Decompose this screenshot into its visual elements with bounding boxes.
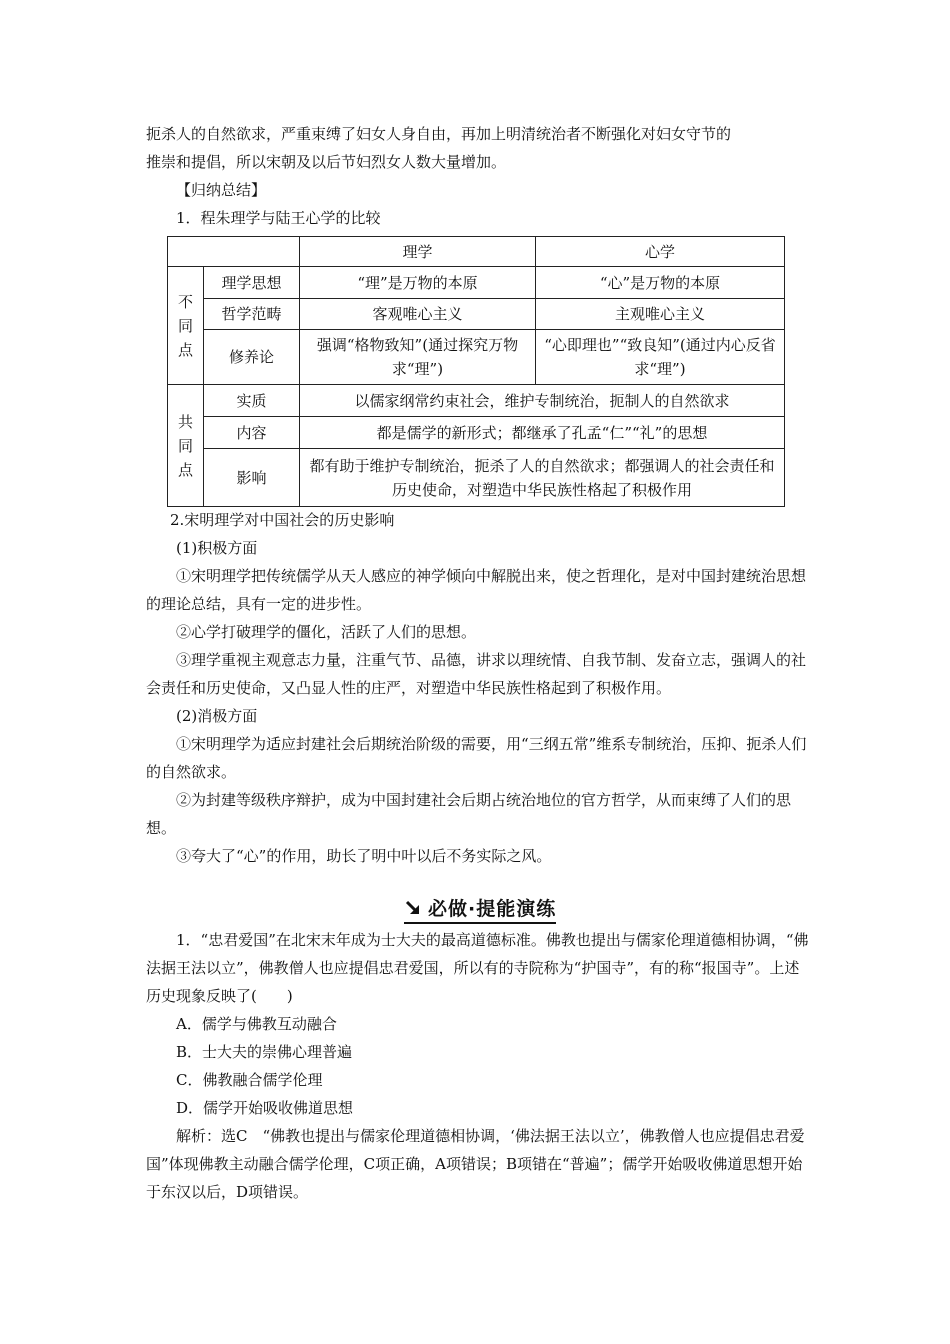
common-cell: 以儒家纲常约束社会，维护专制统治，扼制人的自然欲求	[300, 385, 785, 417]
arrow-down-right-icon	[404, 899, 422, 917]
lixue-cell: 强调“格物致知”(通过探究万物求“理”)	[300, 330, 536, 385]
table-row	[168, 385, 785, 417]
option-b: B．士大夫的崇佛心理普遍	[176, 1043, 353, 1061]
negative-item-2: ②为封建等级秩序辩护，成为中国封建社会后期占统治地位的官方哲学，从而束缚了人们的思想。	[146, 791, 792, 837]
table-corner-cell	[168, 237, 300, 267]
table-row	[168, 417, 785, 449]
section-title	[404, 894, 556, 921]
answer-analysis: 解析：选C “佛教也提出与儒家伦理道德相协调，‘佛法据王法以立’，佛教僧人也应提倡忠君爱国”体现佛教主动融合儒学伦理，C项正确，A项错误；B项错在“普遍”；儒学开始吸收佛道思想开始于东汉以后，D项错误。	[146, 1127, 805, 1201]
section-title-underline	[404, 922, 556, 924]
lixue-cell: “理”是万物的本原	[300, 267, 536, 299]
positive-title: (1)积极方面	[176, 539, 258, 557]
compare-title: 1．程朱理学与陆王心学的比较	[176, 209, 381, 227]
summary-heading: 【归纳总结】	[176, 181, 267, 199]
header-lixue: 理学	[300, 237, 536, 267]
xinxue-cell: “心”是万物的本原	[536, 267, 785, 299]
option-a: A．儒学与佛教互动融合	[176, 1015, 337, 1033]
table-row	[168, 299, 785, 330]
option-c: C．佛教融合儒学伦理	[176, 1071, 323, 1089]
negative-item-1: ①宋明理学为适应封建社会后期统治阶级的需要，用“三纲五常”维系专制统治，压抑、扼杀人们的自然欲求。	[146, 735, 807, 781]
row-label: 内容	[204, 417, 300, 449]
row-label: 修养论	[204, 330, 300, 385]
table-row	[168, 330, 785, 385]
diff-group-label: 不同点	[168, 267, 204, 385]
negative-item-3: ③夸大了“心”的作用，助长了明中叶以后不务实际之风。	[176, 847, 552, 865]
row-label: 影响	[204, 449, 300, 507]
table-header-row	[168, 237, 785, 267]
positive-item-1: ①宋明理学把传统儒学从天人感应的神学倾向中解脱出来，使之哲理化，是对中国封建统治思想的理论总结，具有一定的进步性。	[146, 567, 807, 613]
common-cell: 都有助于维护专制统治，扼杀了人的自然欲求；都强调人的社会责任和历史使命，对塑造中华民族性格起了积极作用	[300, 449, 785, 507]
lixue-cell: 客观唯心主义	[300, 299, 536, 330]
row-label: 实质	[204, 385, 300, 417]
header-xinxue: 心学	[536, 237, 785, 267]
section-title-text: 必做·提能演练	[428, 898, 557, 920]
xinxue-cell: 主观唯心主义	[536, 299, 785, 330]
common-cell: 都是儒学的新形式；都继承了孔孟“仁”“礼”的思想	[300, 417, 785, 449]
xinxue-cell: “心即理也”“致良知”(通过内心反省求“理”)	[536, 330, 785, 385]
table-row	[168, 267, 785, 299]
option-d: D．儒学开始吸收佛道思想	[176, 1099, 354, 1117]
common-group-label: 共同点	[168, 385, 204, 507]
comparison-table	[167, 236, 785, 507]
question-stem: 1．“忠君爱国”在北宋末年成为士大夫的最高道德标准。佛教也提出与儒家伦理道德相协调，“佛法据王法以立”，佛教僧人也应提倡忠君爱国，所以有的寺院称为“护国寺”，有的称“报国寺”。上述历史现象反映了( )	[146, 931, 809, 1005]
table-row	[168, 449, 785, 507]
intro-line-2: 推崇和提倡，所以宋朝及以后节妇烈女人数大量增加。	[146, 153, 507, 171]
positive-item-2: ②心学打破理学的僵化，活跃了人们的思想。	[176, 623, 477, 641]
influence-title: 2.宋明理学对中国社会的历史影响	[170, 511, 395, 529]
row-label: 理学思想	[204, 267, 300, 299]
intro-line-1: 扼杀人的自然欲求，严重束缚了妇女人身自由，再加上明清统治者不断强化对妇女守节的	[146, 125, 732, 143]
row-label: 哲学范畴	[204, 299, 300, 330]
positive-item-3: ③理学重视主观意志力量，注重气节、品德，讲求以理统情、自我节制、发奋立志，强调人的社会责任和历史使命，又凸显人性的庄严，对塑造中华民族性格起到了积极作用。	[146, 651, 807, 697]
negative-title: (2)消极方面	[176, 707, 258, 725]
